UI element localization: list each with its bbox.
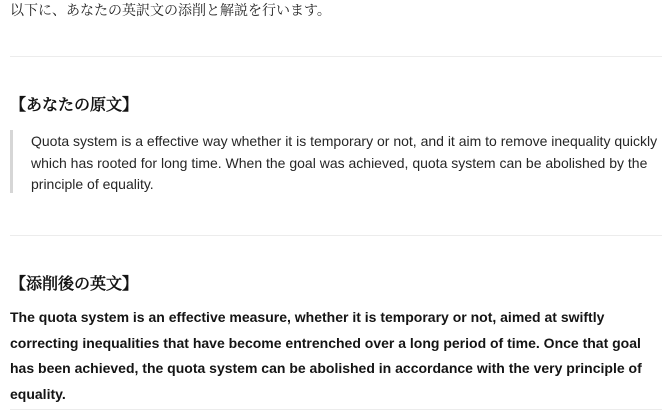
intro-text: 以下に、あなたの英訳文の添削と解説を行います。: [10, 3, 331, 19]
section-divider: [10, 235, 662, 236]
original-text: Quota system is a effective way whether it is temporary or not, and it aim to remove inequality quickly which has rooted for long time. When the goal was achieved, quota system can be abolished by the principle of equality.: [31, 133, 658, 192]
original-text-blockquote: [10, 130, 658, 193]
section-divider: [10, 409, 662, 410]
original-heading: 【あなたの原文】: [10, 95, 139, 114]
section-divider: [10, 56, 662, 57]
corrected-heading: 【添削後の英文】: [10, 274, 139, 293]
corrected-text: The quota system is an effective measure, whether it is temporary or not, aimed at swiftly correcting inequalities that have become entrenched over a long period of time. Once that goal has been achieved, the quota system can be abolished in accordance with the very principle of equality.: [10, 309, 642, 402]
